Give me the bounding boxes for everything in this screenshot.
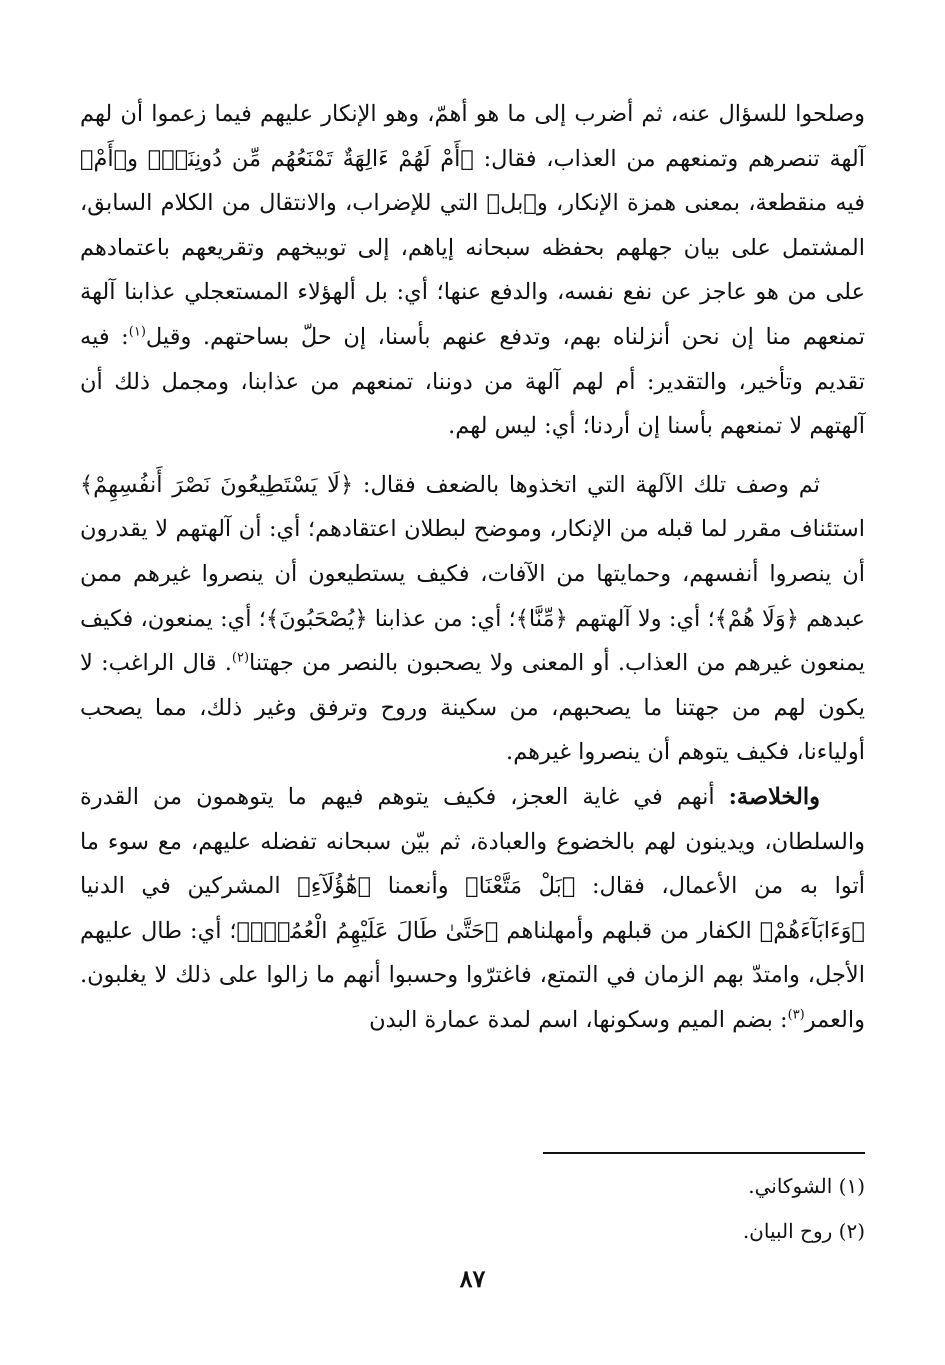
footnote-divider <box>543 1152 865 1154</box>
summary-heading: والخلاصة: <box>728 783 820 810</box>
paragraph-2-text: ثم وصف تلك الآلهة التي اتخذوها بالضعف فقال: ﴿لَا يَسْتَطِيعُونَ نَصْرَ أَنفُسِهِمْ﴾ استئناف مقرر لما قبله من الإنكار، وموضح لبطلان اعتقادهم؛ أي: أن آلهتهم لا يقدرون أن ينصروا أنفسهم، وحمايتها من الآفات، فكيف يستطيعون أن ينصروا غيرهم ممن عبدهم ﴿وَلَا هُمْ﴾؛ أي: ولا آلهتهم ﴿مِّنَّا﴾؛ أي: من عذابنا ﴿يُصْحَبُونَ﴾؛ أي: يمنعون، فكيف يمنعون غيرهم من العذاب. أو المعنى ولا يصحبون بالنصر من جهتنا <box>80 471 865 677</box>
footnote-ref-3: (٣) <box>787 1007 805 1023</box>
footnote-1: (١) الشوكاني. <box>748 1174 865 1198</box>
footnotes <box>265 1164 865 1254</box>
footnote-ref-2: (٢) <box>231 650 250 666</box>
paragraph-2 <box>80 463 865 775</box>
paragraph-3-text: أنهم في غاية العجز، فكيف يتوهم فيهم ما يتوهمون من القدرة والسلطان، ويدينون لهم بالخضوع والعبادة، ثم بيّن سبحانه تفضله عليهم، مع سوء ما أتوا به من الأعمال، فقال: ﴿بَلْ مَتَّعْنَا﴾ وأنعمنا ﴿هَٰٓؤُلَآءِ﴾ المشركين في الدنيا ﴿وَءَابَآءَهُمْ﴾ الكفار من قبلهم وأمهلناهم ﴿حَتَّىٰ طَالَ عَلَيْهِمُ الْعُمُرُۗ﴾؛ أي: طال عليهم الأجل، وامتدّ بهم الزمان في التمتع، فاغترّوا وحسبوا أنهم ما زالوا على ذلك لا يغلبون. والعمر <box>80 783 865 1033</box>
paragraph-3 <box>80 775 865 1043</box>
paragraph-1 <box>80 92 865 449</box>
paragraph-1-text: وصلحوا للسؤال عنه، ثم أضرب إلى ما هو أهمّ، وهو الإنكار عليهم فيما زعموا أن لهم آلهة تنصرهم وتمنعهم من العذاب، فقال: ﴿أَمْ لَهُمْ ءَالِهَةٌ تَمْنَعُهُم مِّن دُونِنَاۚ﴾ و﴿أَمْ﴾ فيه منقطعة، بمعنى همزة الإنكار، و﴿بل﴾ التي للإضراب، والانتقال من الكلام السابق، المشتمل على بيان جهلهم بحفظه سبحانه إياهم، إلى توبيخهم وتقريعهم باعتمادهم على من هو عاجز عن نفع نفسه، والدفع عنها؛ أي: بل ألهؤلاء المستعجلي عذابنا آلهة تمنعهم منا إن نحن أنزلناه بهم، وتدفع عنهم بأسنا، إن حلّ بساحتهم. وقيل <box>80 101 865 350</box>
footnote-2: (٢) روح البيان. <box>742 1219 865 1243</box>
paragraph-1-continuation: : فيه تقديم وتأخير، والتقدير: أم لهم آلهة من دوننا، تمنعهم من عذابنا، ومجمل ذلك أن آلهتهم لا تمنعهم بأسنا إن أردنا؛ أي: ليس لهم. <box>80 323 865 440</box>
page-number: ٨٧ <box>459 1264 486 1293</box>
footnote-ref-1: (١) <box>128 324 146 340</box>
main-text <box>80 92 865 1042</box>
paragraph-3-continuation: : بضم الميم وسكونها، اسم لمدة عمارة البدن <box>369 1006 788 1033</box>
paragraph-2-continuation: . قال الراغب: لا يكون لهم من جهتنا ما يصحبهم، من سكينة وروح وترفق وغير ذلك، مما يصحب أولياءنا، فكيف يتوهم أن ينصروا غيرهم. <box>80 650 865 766</box>
